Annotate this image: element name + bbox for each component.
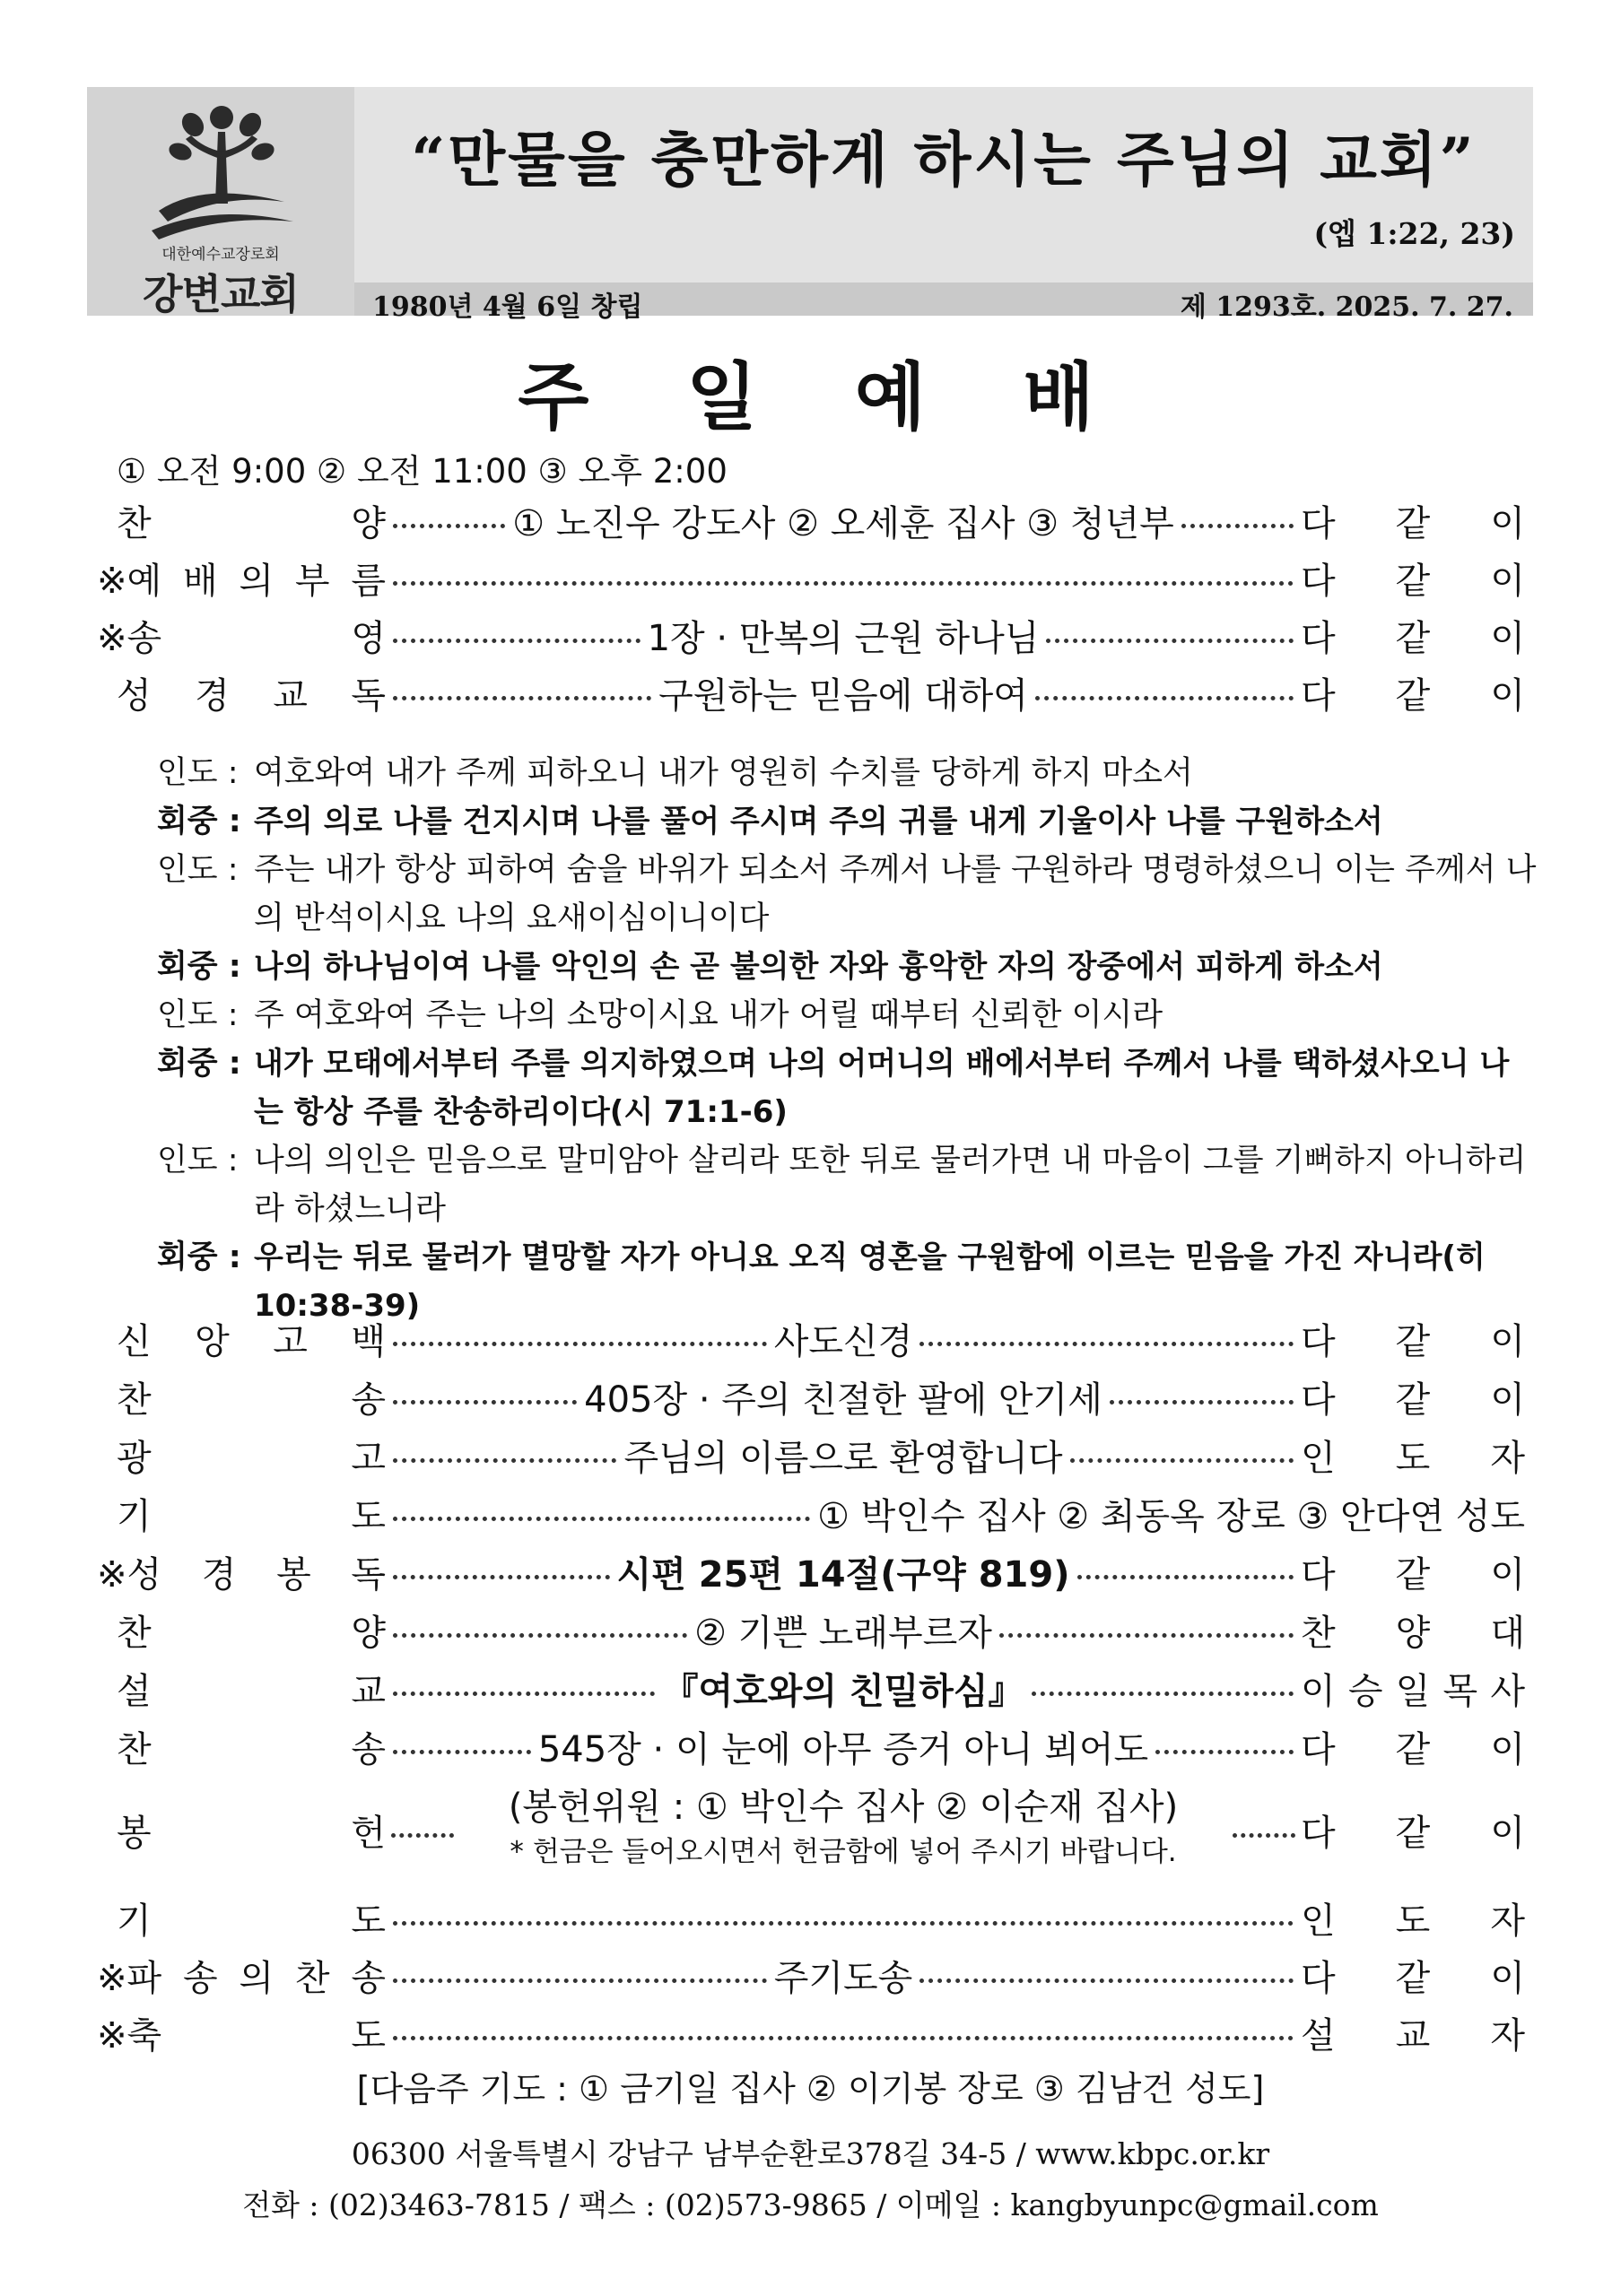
order-leader-char: 다 <box>1301 617 1336 659</box>
order-label-char: 도 <box>351 2014 386 2057</box>
order-leader-char: 이 <box>1490 502 1525 544</box>
reading-text: 우리는 뒤로 물러가 멸망할 자가 아니요 오직 영혼을 구원함에 이르는 믿음을 가진 자니라(히 10:38-39) <box>254 1239 1486 1324</box>
order-leader-char: 이 <box>1490 560 1525 602</box>
order-leader-char: 도 <box>1395 1900 1431 1942</box>
order-label-char: 교 <box>273 674 308 717</box>
order-row <box>117 1311 1525 1365</box>
order-label <box>117 667 386 718</box>
order-label-char: 름 <box>351 560 386 602</box>
order-leader-char: 같 <box>1395 560 1431 602</box>
order-row <box>117 665 1525 719</box>
reading-speaker: 인도 : <box>157 755 239 791</box>
order-leader-char: 설 <box>1301 2014 1336 2057</box>
order-label-char: 독 <box>351 674 386 717</box>
order-leader <box>1301 552 1525 604</box>
order-label-char: 의 <box>239 1957 275 1999</box>
issue-number: 제 1293호. 2025. 7. 27. <box>1180 291 1513 323</box>
order-label-char: 앙 <box>195 1320 230 1362</box>
order-label-char: 부 <box>294 560 330 602</box>
order-label-char: 성 <box>117 674 152 717</box>
logo-denomination: 대한예수교장로회 <box>161 246 280 264</box>
order-label-char: 송 <box>182 1957 218 1999</box>
reading-text: 나의 하나님이여 나를 악인의 손 곧 불의한 자와 흉악한 자의 장중에서 피하게 하소서 <box>254 949 1383 985</box>
order-label <box>117 1721 386 1772</box>
order-row <box>97 608 1525 662</box>
church-address: 06300 서울특별시 강남구 남부순환로378길 34-5 / www.kbpc.or.kr <box>351 2136 1270 2171</box>
order-label-char: 교 <box>351 1670 386 1712</box>
order-label-char: 봉 <box>117 1812 152 1854</box>
info-strip <box>354 283 1533 323</box>
order-label <box>97 1546 386 1597</box>
order-label-char: 송 <box>351 1957 386 1999</box>
order-leader-char: 같 <box>1395 1553 1431 1596</box>
order-label-char: 헌 <box>351 1812 386 1854</box>
order-label-char: 고 <box>351 1437 386 1479</box>
reading-speaker: 회중 : <box>157 804 241 839</box>
reading-text: 주는 내가 항상 피하여 숨을 바위가 되소서 주께서 나를 구원하라 명령하셨으니 이는 주께서 나의 반석이시요 나의 요새이심이니이다 <box>254 852 1537 936</box>
reading-speaker: 인도 : <box>157 852 239 888</box>
order-row <box>117 1719 1525 1773</box>
reading-speaker: 회중 : <box>157 1046 241 1082</box>
order-row <box>117 1891 1525 1944</box>
order-leader-char: 같 <box>1395 617 1431 659</box>
order-leader-char: 찬 <box>1301 1612 1336 1654</box>
motto-reference: (엡 1:22, 23) <box>1313 216 1515 251</box>
reading-speaker: 인도 : <box>157 1143 239 1178</box>
order-leader-char: 다 <box>1301 1378 1336 1421</box>
bulletin-header <box>87 87 1533 323</box>
order-label-char: ※송 <box>97 617 162 659</box>
order-label-char: 송 <box>351 1728 386 1770</box>
reading-leader <box>157 846 1538 943</box>
order-label <box>117 1605 386 1656</box>
order-row-offering <box>117 1780 1525 1879</box>
order-leader-char: 자 <box>1490 2014 1525 2057</box>
reading-congregation <box>157 1039 1538 1136</box>
order-leader-char: 인 <box>1301 1437 1336 1479</box>
next-week-prayer: [다음주 기도 : ① 금기일 집사 ② 이기봉 장로 ③ 김남건 성도] <box>356 2069 1265 2109</box>
order-label <box>97 2007 386 2058</box>
order-label-char: 영 <box>351 617 386 659</box>
order-leader <box>1301 2007 1525 2058</box>
order-label-char: 찬 <box>117 1612 152 1654</box>
order-label <box>117 1430 386 1481</box>
order-leader-char: 다 <box>1301 1957 1336 1999</box>
order-label-char: ※파 <box>97 1957 162 1999</box>
order-row <box>97 2005 1525 2059</box>
order-label-char: 백 <box>351 1320 386 1362</box>
order-leader-char: 이 <box>1490 1553 1525 1596</box>
order-leader-char: 사 <box>1490 1670 1525 1712</box>
responsive-reading <box>157 749 1538 1330</box>
order-item-text: 405장 · 주의 친절한 팔에 안기세 <box>584 1378 1102 1421</box>
order-leader-char: 이 <box>1301 1670 1336 1712</box>
order-leader <box>1301 667 1525 718</box>
reading-text: 여호와여 내가 주께 피하오니 내가 영원히 수치를 당하게 하지 마소서 <box>254 755 1193 791</box>
reading-leader <box>157 749 1538 797</box>
order-item-text: 주기도송 <box>773 1957 913 1999</box>
order-label-char: ※예 <box>97 560 162 602</box>
order-label-char: 송 <box>351 1378 386 1421</box>
order-leader-char: 양 <box>1395 1612 1431 1654</box>
logo-church-name: 강변교회 <box>143 270 299 318</box>
order-label-char: 고 <box>273 1320 308 1362</box>
order-row <box>117 1486 1525 1540</box>
order-leader-char: 같 <box>1395 1812 1431 1854</box>
order-label-char: 경 <box>195 674 230 717</box>
order-row <box>117 1370 1525 1423</box>
order-leader-char: 대 <box>1490 1612 1525 1654</box>
order-label-char: ※축 <box>97 2014 162 2057</box>
order-row <box>117 1428 1525 1482</box>
order-label <box>117 495 386 546</box>
order-label-char: 도 <box>351 1900 386 1942</box>
order-leader <box>1301 1371 1525 1422</box>
order-item-text: 구원하는 믿음에 대하여 <box>658 674 1028 717</box>
order-label-char: 의 <box>239 560 275 602</box>
order-leader <box>1301 1805 1525 1856</box>
order-leader <box>1301 1721 1525 1772</box>
reading-congregation <box>157 943 1538 991</box>
offering-committee: (봉헌위원 : ① 박인수 집사 ② 이순재 집사) <box>508 1787 1179 1828</box>
order-row <box>117 493 1525 547</box>
order-label-char: 기 <box>117 1495 152 1537</box>
order-leader-char: 같 <box>1395 1957 1431 1999</box>
tree-logo-icon <box>141 96 302 248</box>
order-leader-char: 같 <box>1395 1728 1431 1770</box>
reading-text: 나의 의인은 믿음으로 말미암아 살리라 또한 뒤로 물러가면 내 마음이 그를 기뻐하지 아니하리라 하셨느니라 <box>254 1143 1527 1227</box>
order-label-char: 배 <box>182 560 218 602</box>
offering-note: * 헌금은 들어오시면서 헌금함에 넣어 주시기 바랍니다. <box>510 1836 1177 1868</box>
reading-leader <box>157 1136 1538 1233</box>
order-item-text: 1장 · 만복의 근원 하나님 <box>647 617 1040 659</box>
reading-text: 주 여호와여 주는 나의 소망이시요 내가 어릴 때부터 신뢰한 이시라 <box>254 997 1163 1033</box>
church-contact: 전화 : (02)3463-7815 / 팩스 : (02)573-9865 / 이메일 : kangbyunpc@gmail.com <box>242 2187 1379 2222</box>
order-label-char: 도 <box>351 1495 386 1537</box>
order-leader-char: 다 <box>1301 1320 1336 1362</box>
order-leader-char: 다 <box>1301 1553 1336 1596</box>
order-row <box>117 1603 1525 1657</box>
order-leader-char: 자 <box>1490 1900 1525 1942</box>
order-leader <box>1301 1892 1525 1944</box>
order-item-text: ① 박인수 집사 ② 최동옥 장로 ③ 안다연 성도 <box>817 1495 1525 1537</box>
order-item-text: 시편 25편 14절(구약 819) <box>616 1553 1070 1596</box>
order-label-char: 찬 <box>117 502 152 544</box>
order-label <box>117 1488 386 1539</box>
service-times: ① 오전 9:00 ② 오전 11:00 ③ 오후 2:00 <box>117 452 728 491</box>
order-leader-char: 같 <box>1395 1378 1431 1421</box>
order-row <box>117 1661 1525 1715</box>
order-leader-char: 다 <box>1301 1728 1336 1770</box>
reading-speaker: 회중 : <box>157 1239 241 1275</box>
order-label <box>117 1371 386 1422</box>
church-logo <box>87 87 354 316</box>
order-label <box>117 1805 386 1856</box>
order-leader <box>1301 1950 1525 2001</box>
order-leader-char: 교 <box>1395 2014 1431 2057</box>
reading-text: 내가 모태에서부터 주를 의지하였으며 나의 어머니의 배에서부터 주께서 나를 택하셨사오니 나는 항상 주를 찬송하리이다(시 71:1-6) <box>254 1046 1510 1130</box>
order-label-char: 설 <box>117 1670 152 1712</box>
order-leader-char: 같 <box>1395 674 1431 717</box>
order-label-char: 광 <box>117 1437 152 1479</box>
order-leader <box>1301 1546 1525 1597</box>
order-leader <box>1301 1313 1525 1364</box>
order-label <box>117 1313 386 1364</box>
order-leader-char: 이 <box>1490 1957 1525 1999</box>
reading-speaker: 인도 : <box>157 997 239 1033</box>
order-leader-char: 이 <box>1490 1320 1525 1362</box>
order-leader-char: 인 <box>1301 1900 1336 1942</box>
reading-leader <box>157 991 1538 1039</box>
order-label <box>117 1663 386 1714</box>
order-label-char: 봉 <box>276 1553 311 1596</box>
order-leader <box>1301 610 1525 661</box>
order-leader-char: 승 <box>1347 1670 1383 1712</box>
order-row <box>97 551 1525 604</box>
order-label-char: 신 <box>117 1320 152 1362</box>
order-label <box>117 1892 386 1944</box>
order-leader-char: 목 <box>1442 1670 1478 1712</box>
order-leader-char: 이 <box>1490 1812 1525 1854</box>
church-motto: “만물을 충만하게 하시는 주님의 교회” <box>411 125 1477 195</box>
order-label <box>97 610 386 661</box>
order-leader <box>1301 1663 1525 1714</box>
order-leader-char: 다 <box>1301 1812 1336 1854</box>
reading-congregation <box>157 797 1538 846</box>
order-leader-char: 이 <box>1490 674 1525 717</box>
order-leader <box>1301 1605 1525 1656</box>
order-label-char: 찬 <box>294 1957 330 1999</box>
reading-text: 주의 의로 나를 건지시며 나를 풀어 주시며 주의 귀를 내게 기울이사 나를 구원하소서 <box>254 804 1383 839</box>
motto-box <box>354 87 1533 283</box>
order-leader-char: 이 <box>1490 617 1525 659</box>
order-label-char: ※성 <box>97 1553 162 1596</box>
order-label-char: 기 <box>117 1900 152 1942</box>
order-leader-char: 자 <box>1490 1437 1525 1479</box>
order-leader-char: 같 <box>1395 1320 1431 1362</box>
order-leader-char: 이 <box>1490 1378 1525 1421</box>
order-label <box>97 1950 386 2001</box>
order-label-char: 찬 <box>117 1378 152 1421</box>
page-title: 주 일 예 배 <box>518 355 1103 440</box>
order-leader-char: 다 <box>1301 560 1336 602</box>
order-label-char: 양 <box>351 1612 386 1654</box>
order-leader-char: 같 <box>1395 502 1431 544</box>
offering-detail <box>459 1785 1227 1874</box>
reading-speaker: 회중 : <box>157 949 241 985</box>
order-leader <box>1301 495 1525 546</box>
order-label-char: 찬 <box>117 1728 152 1770</box>
order-leader-char: 도 <box>1395 1437 1431 1479</box>
order-item-text: 사도신경 <box>773 1320 913 1362</box>
order-item-text: ① 노진우 강도사 ② 오세훈 집사 ③ 청년부 <box>512 502 1174 544</box>
order-leader-char: 다 <box>1301 674 1336 717</box>
order-leader-char: 일 <box>1395 1670 1431 1712</box>
order-row <box>97 1544 1525 1598</box>
order-label <box>97 552 386 604</box>
order-leader-char: 다 <box>1301 502 1336 544</box>
order-label-char: 경 <box>201 1553 237 1596</box>
order-label-char: 독 <box>351 1553 386 1596</box>
order-row <box>97 1948 1525 2002</box>
order-item-text: 주님의 이름으로 환영합니다 <box>623 1437 1063 1479</box>
order-leader <box>1301 1430 1525 1481</box>
order-leader-char: 이 <box>1490 1728 1525 1770</box>
order-item-text: 『여호와의 친밀하심』 <box>662 1670 1024 1712</box>
founded-date: 1980년 4월 6일 창립 <box>372 291 643 323</box>
order-label-char: 양 <box>351 502 386 544</box>
order-item-text: ② 기쁜 노래부르자 <box>694 1612 992 1654</box>
order-item-text: 545장 · 이 눈에 아무 증거 아니 뵈어도 <box>537 1728 1149 1770</box>
